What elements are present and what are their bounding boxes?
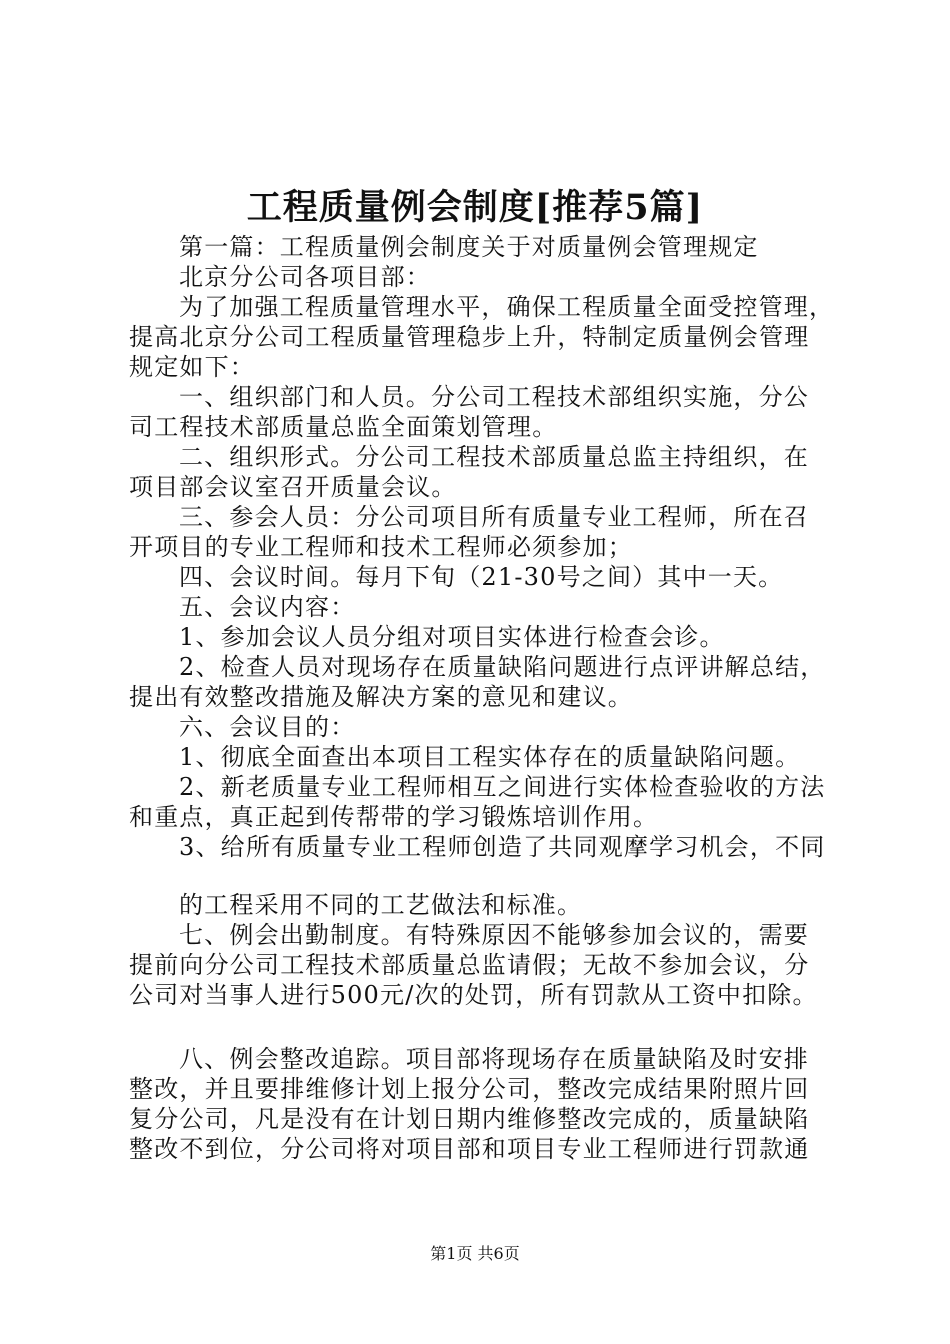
text-line: 五、会议内容： <box>179 593 356 621</box>
text-line: 3、给所有质量专业工程师创造了共同观摩学习机会，不同 <box>179 833 826 861</box>
page-number-footer: 第1页 共6页 <box>430 1244 520 1263</box>
text-line: 为了加强工程质量管理水平，确保工程质量全面受控管理， <box>179 293 835 321</box>
text-line: 和重点，真正起到传帮带的学习锻炼培训作用。 <box>129 803 659 831</box>
text-line: 六、会议目的： <box>179 713 356 741</box>
text-line: 整改，并且要排维修计划上报分公司，整改完成结果附照片回 <box>129 1075 810 1103</box>
text-line: 项目部会议室召开质量会议。 <box>129 473 457 501</box>
text-line: 四、会议时间。每月下旬（21-30号之间）其中一天。 <box>179 563 784 591</box>
text-line: 的工程采用不同的工艺做法和标准。 <box>179 891 583 919</box>
text-line: 提前向分公司工程技术部质量总监请假；无故不参加会议，分 <box>129 951 810 979</box>
text-line: 整改不到位，分公司将对项目部和项目专业工程师进行罚款通 <box>129 1135 810 1163</box>
text-line: 开项目的专业工程师和技术工程师必须参加； <box>129 533 633 561</box>
text-line: 八、例会整改追踪。项目部将现场存在质量缺陷及时安排 <box>179 1045 809 1073</box>
text-line: 1、参加会议人员分组对项目实体进行检查会诊。 <box>179 623 725 651</box>
text-line: 七、例会出勤制度。有特殊原因不能够参加会议的，需要 <box>179 921 809 949</box>
text-line: 一、组织部门和人员。分公司工程技术部组织实施，分公 <box>179 383 809 411</box>
text-line: 二、组织形式。分公司工程技术部质量总监主持组织，在 <box>179 443 809 471</box>
text-line: 北京分公司各项目部： <box>179 263 431 291</box>
text-line: 规定如下： <box>129 353 255 381</box>
text-line: 提出有效整改措施及解决方案的意见和建议。 <box>129 683 633 711</box>
text-line: 2、新老质量专业工程师相互之间进行实体检查验收的方法 <box>179 773 826 801</box>
document-title: 工程质量例会制度[推荐5篇] <box>246 187 704 228</box>
text-line: 复分公司，凡是没有在计划日期内维修整改完成的，质量缺陷 <box>129 1105 810 1133</box>
text-line: 2、检查人员对现场存在质量缺陷问题进行点评讲解总结， <box>179 653 826 681</box>
text-line: 三、参会人员：分公司项目所有质量专业工程师，所在召 <box>179 503 809 531</box>
document-body <box>129 232 834 1164</box>
text-line: 公司对当事人进行500元/次的处罚，所有罚款从工资中扣除。 <box>129 981 818 1009</box>
text-line: 司工程技术部质量总监全面策划管理。 <box>129 413 558 441</box>
text-line: 第一篇：工程质量例会制度关于对质量例会管理规定 <box>179 233 759 261</box>
text-line: 提高北京分公司工程质量管理稳步上升，特制定质量例会管理 <box>129 323 810 351</box>
text-line: 1、彻底全面查出本项目工程实体存在的质量缺陷问题。 <box>179 743 801 771</box>
